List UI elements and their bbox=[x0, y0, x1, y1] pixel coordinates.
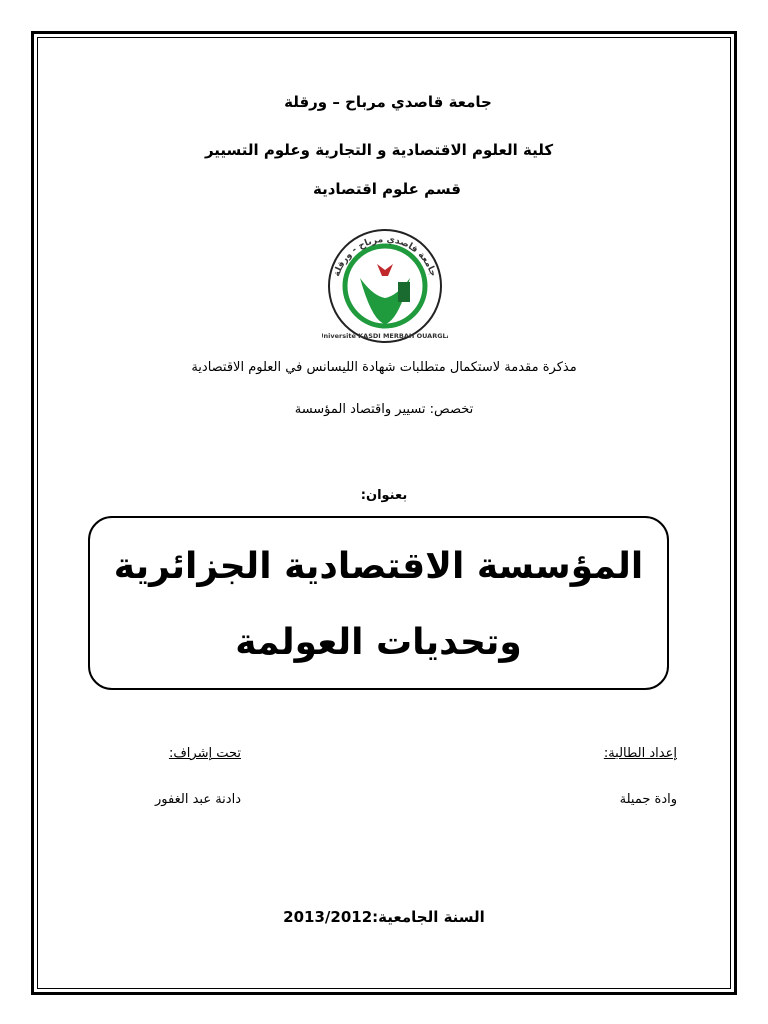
supervisor-name: دادنة عبد الغفور bbox=[155, 792, 241, 807]
faculty-name: كلية العلوم الاقتصادية و التجارية وعلوم التسيير bbox=[204, 141, 554, 159]
memo-purpose: مذكرة مقدمة لاستكمال متطلبات شهادة الليسانس في العلوم الاقتصادية bbox=[191, 360, 577, 375]
university-name: جامعة قاصدي مرباح – ورقلة bbox=[284, 93, 492, 111]
supervisor-label: تحت إشراف: bbox=[168, 746, 241, 761]
university-seal-logo bbox=[322, 226, 448, 344]
student-label: إعداد الطالبة: bbox=[603, 746, 677, 761]
specialization: تخصص: تسيير واقتصاد المؤسسة bbox=[294, 402, 474, 417]
logo-ring-text-top: جامعة قاصدي مرباح - ورقلة bbox=[332, 234, 438, 278]
title-line-2: وتحديات العولمة bbox=[235, 622, 522, 663]
academic-year: السنة الجامعية:2013/2012 bbox=[283, 908, 485, 926]
logo-ring-text-bottom: Université KASDI MERBAH OUARGLA bbox=[322, 332, 448, 340]
student-name: وادة جميلة bbox=[619, 792, 677, 807]
department-name: قسم علوم اقتصادية bbox=[313, 180, 461, 198]
title-label: بعنوان: bbox=[360, 488, 408, 503]
title-line-1: المؤسسة الاقتصادية الجزائرية bbox=[113, 546, 644, 587]
title-box bbox=[88, 516, 669, 690]
